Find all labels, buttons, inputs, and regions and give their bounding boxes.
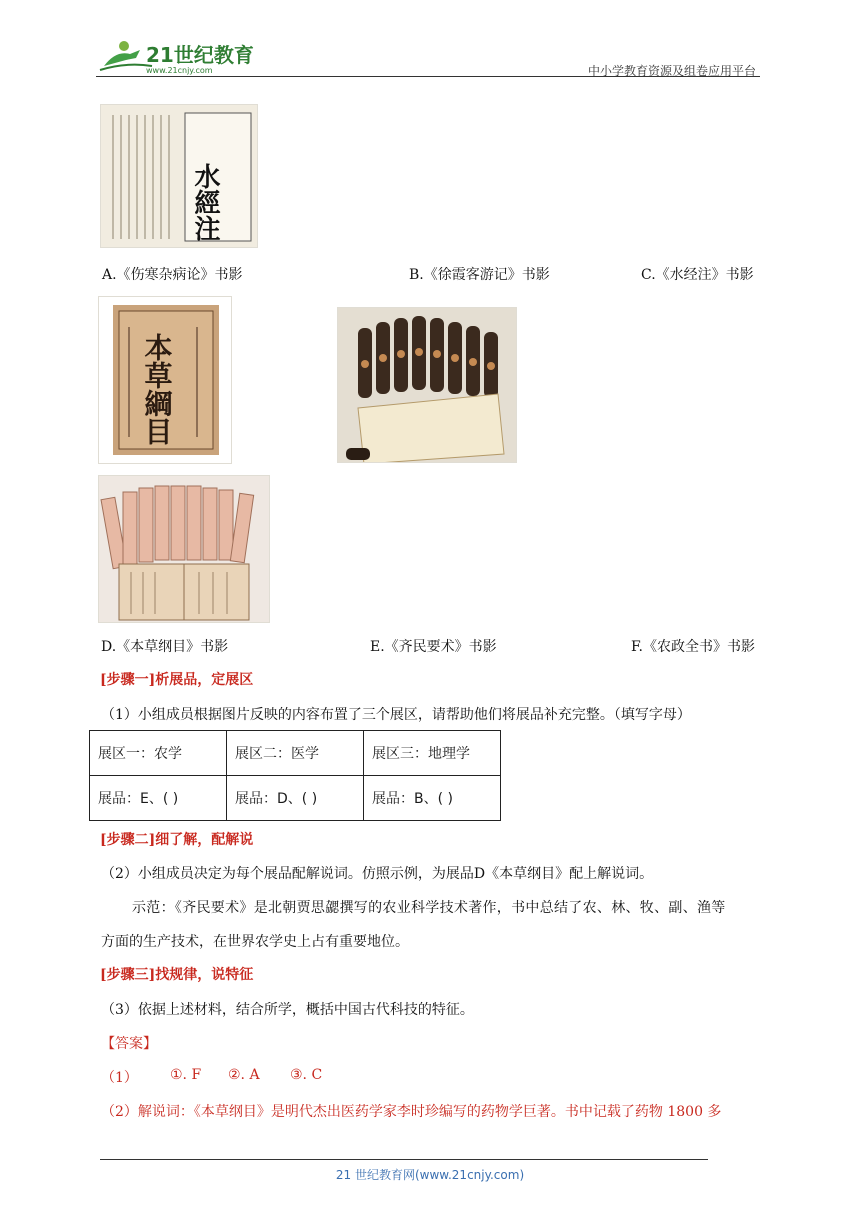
caption-d: D.《本草纲目》书影 [101, 639, 229, 655]
caption-f: F.《农政全书》书影 [631, 639, 755, 655]
caption-a: A.《伤寒杂病论》书影 [102, 267, 243, 283]
header-platform-text: 中小学教育资源及组卷应用平台 [587, 64, 756, 78]
footer-link[interactable]: 21 世纪教育网(www.21cnjy.com) [335, 1168, 525, 1182]
zone1-items: 展品：E、( ) [90, 776, 227, 821]
caption-e: E.《齐民要术》书影 [370, 639, 497, 655]
zone2-items: 展品：D、( ) [227, 776, 364, 821]
exhibit-table [89, 730, 501, 821]
step2-example-line1: 示范：《齐民要术》是北朝贾思勰撰写的农业科学技术著作，书中总结了农、林、牧、副、渔等 [132, 900, 726, 916]
zone3-items: 展品：B、( ) [364, 776, 501, 821]
step2-question: （2）小组成员决定为每个展品配解说词。仿照示例，为展品D《本草纲目》配上解说词。 [101, 866, 654, 882]
image-nongzheng-quanshu [98, 475, 270, 623]
answer-label: 【答案】 [101, 1036, 157, 1052]
answer-1-b: ②. A [228, 1067, 260, 1083]
step3-question: （3）依据上述材料，结合所学，概括中国古代科技的特征。 [101, 1002, 474, 1018]
caption-c: C.《水经注》书影 [641, 267, 754, 283]
answer-1-c: ③. C [290, 1067, 323, 1083]
step1-heading: [步骤一]析展品，定展区 [100, 672, 254, 688]
zone1-header: 展区一：农学 [90, 731, 227, 776]
svg-text:21世纪教育: 21世纪教育 [146, 43, 254, 67]
svg-text:水經注: 水經注 [190, 163, 220, 241]
image-shuijingzhu [100, 104, 258, 248]
image-bencao-gangmu [98, 296, 232, 464]
footer-divider [100, 1159, 708, 1160]
caption-b: B.《徐霞客游记》书影 [409, 267, 550, 283]
site-logo [96, 36, 256, 76]
answer-1-a: ①. F [170, 1067, 202, 1083]
step1-question: （1）小组成员根据图片反映的内容布置了三个展区，请帮助他们将展品补充完整。（填写字母） [101, 707, 691, 723]
step2-example-line2: 方面的生产技术，在世界农学史上占有重要地位。 [101, 934, 409, 950]
answer-1-prefix: （1） [101, 1070, 138, 1086]
image-qimin-yaoshu [337, 307, 517, 463]
answer-2: （2）解说词：《本草纲目》是明代杰出医药学家李时珍编写的药物学巨著。书中记载了药物 1800 多 [101, 1104, 722, 1120]
header-divider [96, 76, 760, 77]
zone2-header: 展区二：医学 [227, 731, 364, 776]
zone3-header: 展区三：地理学 [364, 731, 501, 776]
step3-heading: [步骤三]找规律，说特征 [100, 967, 254, 983]
svg-text:本草綱目: 本草綱目 [140, 333, 174, 445]
svg-text:www.21cnjy.com: www.21cnjy.com [146, 66, 213, 75]
step2-heading: [步骤二]细了解，配解说 [100, 832, 254, 848]
